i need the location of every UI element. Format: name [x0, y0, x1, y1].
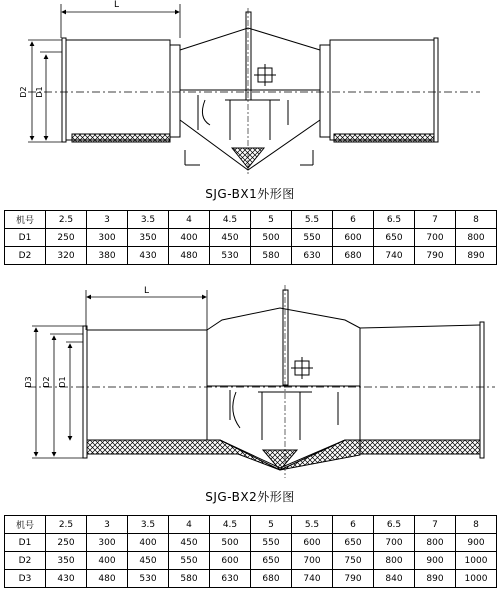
table-cell: 630: [210, 570, 251, 588]
table-cell: 800: [374, 552, 415, 570]
table-cell: 400: [169, 229, 210, 247]
fig1-left-duct: [62, 38, 180, 142]
table-cell: 650: [333, 534, 374, 552]
table-cell: 3.5: [128, 516, 169, 534]
fig1-l-label: L: [114, 0, 120, 10]
table-cell: 500: [251, 229, 292, 247]
row-label: D1: [5, 534, 46, 552]
fig1-spec-table: [4, 210, 497, 265]
table-cell: 6: [333, 211, 374, 229]
table-cell: 350: [128, 229, 169, 247]
table-cell: 6: [333, 516, 374, 534]
table-cell: 800: [456, 229, 497, 247]
fig2-d2-label: D2: [42, 376, 51, 388]
table-cell: 250: [46, 229, 87, 247]
table-cell: 740: [374, 247, 415, 265]
fig1-valve-body: [180, 28, 320, 170]
table-cell: 5.5: [292, 516, 333, 534]
table-cell: 700: [292, 552, 333, 570]
table-cell: 5.5: [292, 211, 333, 229]
table-cell: 580: [251, 247, 292, 265]
table-cell: 600: [333, 229, 374, 247]
table-cell: 1000: [456, 552, 497, 570]
table-row: [5, 570, 497, 588]
table-cell: 2.5: [46, 211, 87, 229]
fig1-l-dimension: [61, 4, 180, 38]
table-cell: 840: [374, 570, 415, 588]
row-label: D2: [5, 247, 46, 265]
fig2-left-duct: [83, 326, 360, 470]
fig1-d2-label: D2: [19, 86, 28, 98]
table-cell: 550: [169, 552, 210, 570]
fig2-l-label: L: [144, 286, 150, 296]
table-cell: 3.5: [128, 211, 169, 229]
table-cell: 6.5: [374, 516, 415, 534]
table-cell: 480: [87, 570, 128, 588]
table-cell: 3: [87, 516, 128, 534]
table-cell: 300: [87, 534, 128, 552]
table-cell: 430: [128, 247, 169, 265]
table-row: [5, 229, 497, 247]
table-cell: 6.5: [374, 211, 415, 229]
table-cell: 4.5: [210, 211, 251, 229]
fig1-right-duct: [320, 38, 438, 142]
row-label: 机号: [5, 516, 46, 534]
table-row: [5, 516, 497, 534]
table-cell: 250: [46, 534, 87, 552]
table-cell: 790: [415, 247, 456, 265]
table-cell: 580: [169, 570, 210, 588]
table-cell: 600: [210, 552, 251, 570]
row-label: D1: [5, 229, 46, 247]
table-cell: 450: [169, 534, 210, 552]
table-cell: 530: [210, 247, 251, 265]
table-cell: 790: [333, 570, 374, 588]
table-cell: 7: [415, 516, 456, 534]
table-cell: 450: [210, 229, 251, 247]
table-cell: 750: [333, 552, 374, 570]
fig1-diameter-dimensions: [28, 40, 62, 142]
table-cell: 350: [46, 552, 87, 570]
table-cell: 530: [128, 570, 169, 588]
table-cell: 630: [292, 247, 333, 265]
table-cell: 680: [333, 247, 374, 265]
table-cell: 320: [46, 247, 87, 265]
table-cell: 4.5: [210, 516, 251, 534]
table-cell: 400: [128, 534, 169, 552]
table-cell: 650: [251, 552, 292, 570]
fig2-diameter-dimensions: [32, 326, 83, 458]
table-cell: 890: [415, 570, 456, 588]
table-cell: 700: [415, 229, 456, 247]
table-cell: 3: [87, 211, 128, 229]
table-cell: 5: [251, 211, 292, 229]
table-cell: 800: [415, 534, 456, 552]
table-cell: 8: [456, 516, 497, 534]
table-cell: 650: [374, 229, 415, 247]
table-cell: 2.5: [46, 516, 87, 534]
table-row: [5, 211, 497, 229]
row-label: D3: [5, 570, 46, 588]
table-cell: 450: [128, 552, 169, 570]
table-cell: 300: [87, 229, 128, 247]
fig2-shaft: [283, 285, 313, 478]
row-label: 机号: [5, 211, 46, 229]
table-cell: 480: [169, 247, 210, 265]
table-row: [5, 247, 497, 265]
table-cell: 400: [87, 552, 128, 570]
table-row: [5, 552, 497, 570]
fig2-right-duct: [360, 322, 484, 458]
table-cell: 380: [87, 247, 128, 265]
table-cell: 4: [169, 516, 210, 534]
fig1-caption: SJG-BX1外形图: [205, 187, 295, 201]
table-cell: 8: [456, 211, 497, 229]
table-cell: 550: [251, 534, 292, 552]
table-cell: 740: [292, 570, 333, 588]
table-cell: 5: [251, 516, 292, 534]
fig1-d1-label: D1: [35, 86, 44, 98]
fig2-caption: SJG-BX2外形图: [205, 490, 295, 504]
table-cell: 890: [456, 247, 497, 265]
fig2-d1-label: D1: [58, 376, 67, 388]
fig2-l-dimension: [86, 290, 207, 330]
table-cell: 900: [415, 552, 456, 570]
fig2-spec-table: [4, 515, 497, 588]
table-row: [5, 534, 497, 552]
table-cell: 500: [210, 534, 251, 552]
table-cell: 4: [169, 211, 210, 229]
table-cell: 900: [456, 534, 497, 552]
table-cell: 700: [374, 534, 415, 552]
table-cell: 7: [415, 211, 456, 229]
table-cell: 430: [46, 570, 87, 588]
table-cell: 680: [251, 570, 292, 588]
row-label: D2: [5, 552, 46, 570]
table-cell: 600: [292, 534, 333, 552]
fig2-d3-label: D3: [24, 376, 33, 388]
table-cell: 550: [292, 229, 333, 247]
table-cell: 1000: [456, 570, 497, 588]
